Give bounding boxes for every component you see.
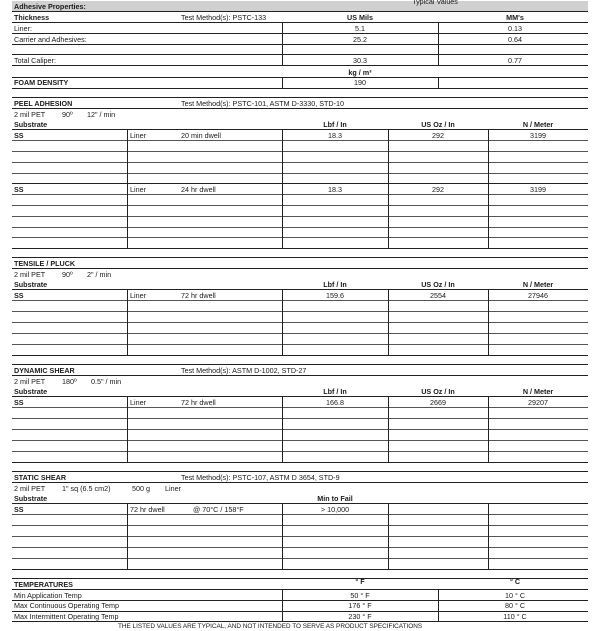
- thickness-test-method: Test Method(s): PSTC-133: [181, 13, 267, 22]
- rule: [12, 44, 588, 45]
- liner-thickness-label: Liner:: [14, 24, 32, 33]
- carrier-mm-value: 0.64: [508, 35, 522, 44]
- rule: [12, 216, 588, 217]
- peel-row2-liner: Liner: [130, 185, 146, 194]
- col-divider: [388, 396, 389, 462]
- peel-row2-n: 3199: [530, 185, 546, 194]
- rule: [12, 97, 588, 98]
- col-divider: [127, 503, 128, 569]
- static-dwell: 72 hr dwell: [130, 505, 165, 514]
- rule: [12, 525, 588, 526]
- peel-row2-lbf: 18.3: [328, 185, 342, 194]
- rule: [12, 333, 588, 334]
- rule: [12, 257, 588, 258]
- peel-substrate-header: Substrate: [14, 120, 48, 129]
- dynamic-substrate-header: Substrate: [14, 387, 48, 396]
- carrier-us-value: 25.2: [353, 35, 367, 44]
- rule: [12, 151, 588, 152]
- col-divider: [488, 129, 489, 248]
- tensile-n-header: N / Meter: [522, 280, 554, 289]
- dynamic-lbf: 166.8: [326, 398, 344, 407]
- footer-disclaimer: THE LISTED VALUES ARE TYPICAL, AND NOT INTENDED TO SERVE AS PRODUCT SPECIFICATIONS: [118, 623, 423, 630]
- static-test-method: Test Method(s): PSTC-107, ASTM D 3654, STD-9: [181, 473, 340, 482]
- us-mils-header: US Mils: [347, 13, 373, 22]
- rule: [12, 407, 588, 408]
- rule: [12, 77, 588, 78]
- peel-oz-header: US Oz / In: [421, 120, 455, 129]
- tensile-lbf: 159.6: [326, 291, 344, 300]
- rule: [12, 471, 588, 472]
- total-us-value: 30.3: [353, 56, 367, 65]
- rule: [12, 108, 588, 109]
- rule: [12, 547, 588, 548]
- peel-row2-oz: 292: [432, 185, 444, 194]
- col-divider: [282, 289, 283, 355]
- foam-unit: kg / m³: [348, 68, 372, 77]
- peel-row1-oz: 292: [432, 131, 444, 140]
- peel-row2-dwell: 24 hr dwell: [181, 185, 216, 194]
- peel-cond-rate: 12" / min: [87, 110, 116, 119]
- static-min-fail-header: Min to Fail: [317, 494, 353, 503]
- dynamic-dwell: 72 hr dwell: [181, 398, 216, 407]
- rule: [12, 11, 588, 12]
- rule: [12, 462, 588, 463]
- tensile-dwell: 72 hr dwell: [181, 291, 216, 300]
- rule: [12, 482, 588, 483]
- peel-lbf-header: Lbf / In: [323, 120, 347, 129]
- col-divider: [488, 289, 489, 355]
- col-divider: [282, 129, 283, 248]
- rule: [12, 375, 588, 376]
- rule: [12, 558, 588, 559]
- rule: [12, 205, 588, 206]
- dynamic-test-method: Test Method(s): ASTM D-1002, STD-27: [181, 366, 307, 375]
- col-divider: [282, 396, 283, 462]
- static-title: STATIC SHEAR: [14, 473, 67, 482]
- col-divider: [127, 129, 128, 248]
- fahrenheit-header: ° F: [355, 577, 365, 586]
- rule: [12, 569, 588, 570]
- rule: [12, 418, 588, 419]
- tensile-substrate-header: Substrate: [14, 280, 48, 289]
- liner-mm-value: 0.13: [508, 24, 522, 33]
- dynamic-oz: 2669: [430, 398, 446, 407]
- rule: [12, 578, 588, 579]
- col-divider: [282, 22, 283, 65]
- peel-row1-dwell: 20 min dwell: [181, 131, 221, 140]
- dynamic-substrate: SS: [14, 398, 24, 407]
- rule: [12, 33, 588, 34]
- peel-row2-substrate: SS: [14, 185, 24, 194]
- tensile-cond-angle: 90º: [62, 270, 73, 279]
- dynamic-cond-rate: 0.5" / min: [91, 377, 122, 386]
- tensile-cond-pet: 2 mil PET: [14, 270, 46, 279]
- dynamic-cond-angle: 180º: [62, 377, 77, 386]
- dynamic-title: DYNAMIC SHEAR: [14, 366, 75, 375]
- tensile-substrate: SS: [14, 291, 24, 300]
- rule: [12, 344, 588, 345]
- liner-us-value: 5.1: [355, 24, 365, 33]
- total-mm-value: 0.77: [508, 56, 522, 65]
- col-divider: [438, 589, 439, 621]
- dynamic-oz-header: US Oz / In: [421, 387, 455, 396]
- tensile-oz-header: US Oz / In: [421, 280, 455, 289]
- rule: [12, 194, 588, 195]
- peel-n-header: N / Meter: [522, 120, 554, 129]
- peel-title: PEEL ADHESION: [14, 99, 73, 108]
- rule: [12, 88, 588, 89]
- rule: [12, 300, 588, 301]
- col-divider: [438, 77, 439, 88]
- rule: [12, 600, 588, 601]
- dynamic-lbf-header: Lbf / In: [323, 387, 347, 396]
- temperatures-title: TEMPERATURES: [14, 580, 73, 589]
- rule: [12, 227, 588, 228]
- rule: [12, 54, 588, 55]
- rule: [12, 503, 588, 504]
- dynamic-liner: Liner: [130, 398, 146, 407]
- col-divider: [282, 77, 283, 88]
- static-substrate-header: Substrate: [14, 494, 48, 503]
- max-continuous-c: 80 ° C: [504, 601, 526, 610]
- col-divider: [388, 129, 389, 248]
- tensile-oz: 2554: [430, 291, 446, 300]
- max-continuous-label: Max Continuous Operating Temp: [14, 601, 119, 610]
- rule: [12, 65, 588, 66]
- max-continuous-f: 176 ° F: [348, 601, 372, 610]
- peel-row1-liner: Liner: [130, 131, 146, 140]
- rule: [12, 173, 588, 174]
- static-cond-pet: 2 mil PET: [14, 484, 46, 493]
- rule: [12, 514, 588, 515]
- dynamic-n: 29207: [528, 398, 548, 407]
- col-divider: [488, 503, 489, 569]
- rule: [12, 129, 588, 130]
- max-intermittent-label: Max Intermittent Operating Temp: [14, 612, 119, 621]
- rule: [12, 311, 588, 312]
- static-cond-mass: 500 g: [132, 484, 150, 493]
- adhesive-title: Adhesive Properties:: [14, 2, 86, 11]
- rule: [12, 396, 588, 397]
- col-divider: [127, 396, 128, 462]
- min-application-f: 50 ° F: [350, 591, 370, 600]
- col-divider: [388, 289, 389, 355]
- dynamic-n-header: N / Meter: [522, 387, 554, 396]
- total-caliper-label: Total Caliper:: [14, 56, 56, 65]
- tensile-liner: Liner: [130, 291, 146, 300]
- peel-row1-lbf: 18.3: [328, 131, 342, 140]
- col-divider: [282, 589, 283, 621]
- col-divider: [488, 396, 489, 462]
- static-cond-liner: Liner: [165, 484, 181, 493]
- rule: [12, 322, 588, 323]
- static-substrate: SS: [14, 505, 24, 514]
- col-divider: [127, 289, 128, 355]
- col-divider: [388, 503, 389, 569]
- tensile-title: TENSILE / PLUCK: [14, 259, 76, 268]
- rule: [12, 289, 588, 290]
- rule: [12, 429, 588, 430]
- rule: [12, 536, 588, 537]
- rule: [12, 140, 588, 141]
- static-temperature: @ 70°C / 158°F: [193, 505, 244, 514]
- static-min-fail-value: > 10,000: [320, 505, 350, 514]
- static-cond-area: 1" sq (6.5 cm2): [62, 484, 111, 493]
- min-application-c: 10 ° C: [504, 591, 526, 600]
- dynamic-cond-pet: 2 mil PET: [14, 377, 46, 386]
- tensile-n: 27946: [528, 291, 548, 300]
- min-application-label: Min Application Temp: [14, 591, 82, 600]
- col-divider: [282, 503, 283, 569]
- peel-row1-substrate: SS: [14, 131, 24, 140]
- rule: [12, 268, 588, 269]
- rule: [12, 183, 588, 184]
- rule: [12, 248, 588, 249]
- peel-cond-angle: 90º: [62, 110, 73, 119]
- carrier-label: Carrier and Adhesives:: [14, 35, 87, 44]
- peel-test-method: Test Method(s): PSTC-101, ASTM D-3330, STD-10: [181, 99, 344, 108]
- celsius-header: ° C: [509, 577, 521, 586]
- rule: [12, 364, 588, 365]
- rule: [12, 237, 588, 238]
- mm-header: MM's: [506, 13, 524, 22]
- header-band: [12, 1, 588, 11]
- rule: [12, 451, 588, 452]
- typical-values-label: Typical Values: [412, 0, 458, 6]
- max-intermittent-c: 110 ° C: [503, 612, 527, 621]
- thickness-label: Thickness: [14, 13, 50, 22]
- rule: [12, 440, 588, 441]
- max-intermittent-f: 230 ° F: [348, 612, 372, 621]
- peel-row1-n: 3199: [530, 131, 546, 140]
- tensile-lbf-header: Lbf / In: [323, 280, 347, 289]
- foam-density-value: 190: [354, 78, 366, 87]
- rule: [12, 22, 588, 23]
- rule: [12, 589, 588, 590]
- rule: [12, 162, 588, 163]
- rule: [12, 611, 588, 612]
- tensile-cond-rate: 2" / min: [87, 270, 112, 279]
- rule: [12, 355, 588, 356]
- col-divider: [438, 22, 439, 65]
- foam-density-label: FOAM DENSITY: [14, 78, 69, 87]
- peel-cond-pet: 2 mil PET: [14, 110, 46, 119]
